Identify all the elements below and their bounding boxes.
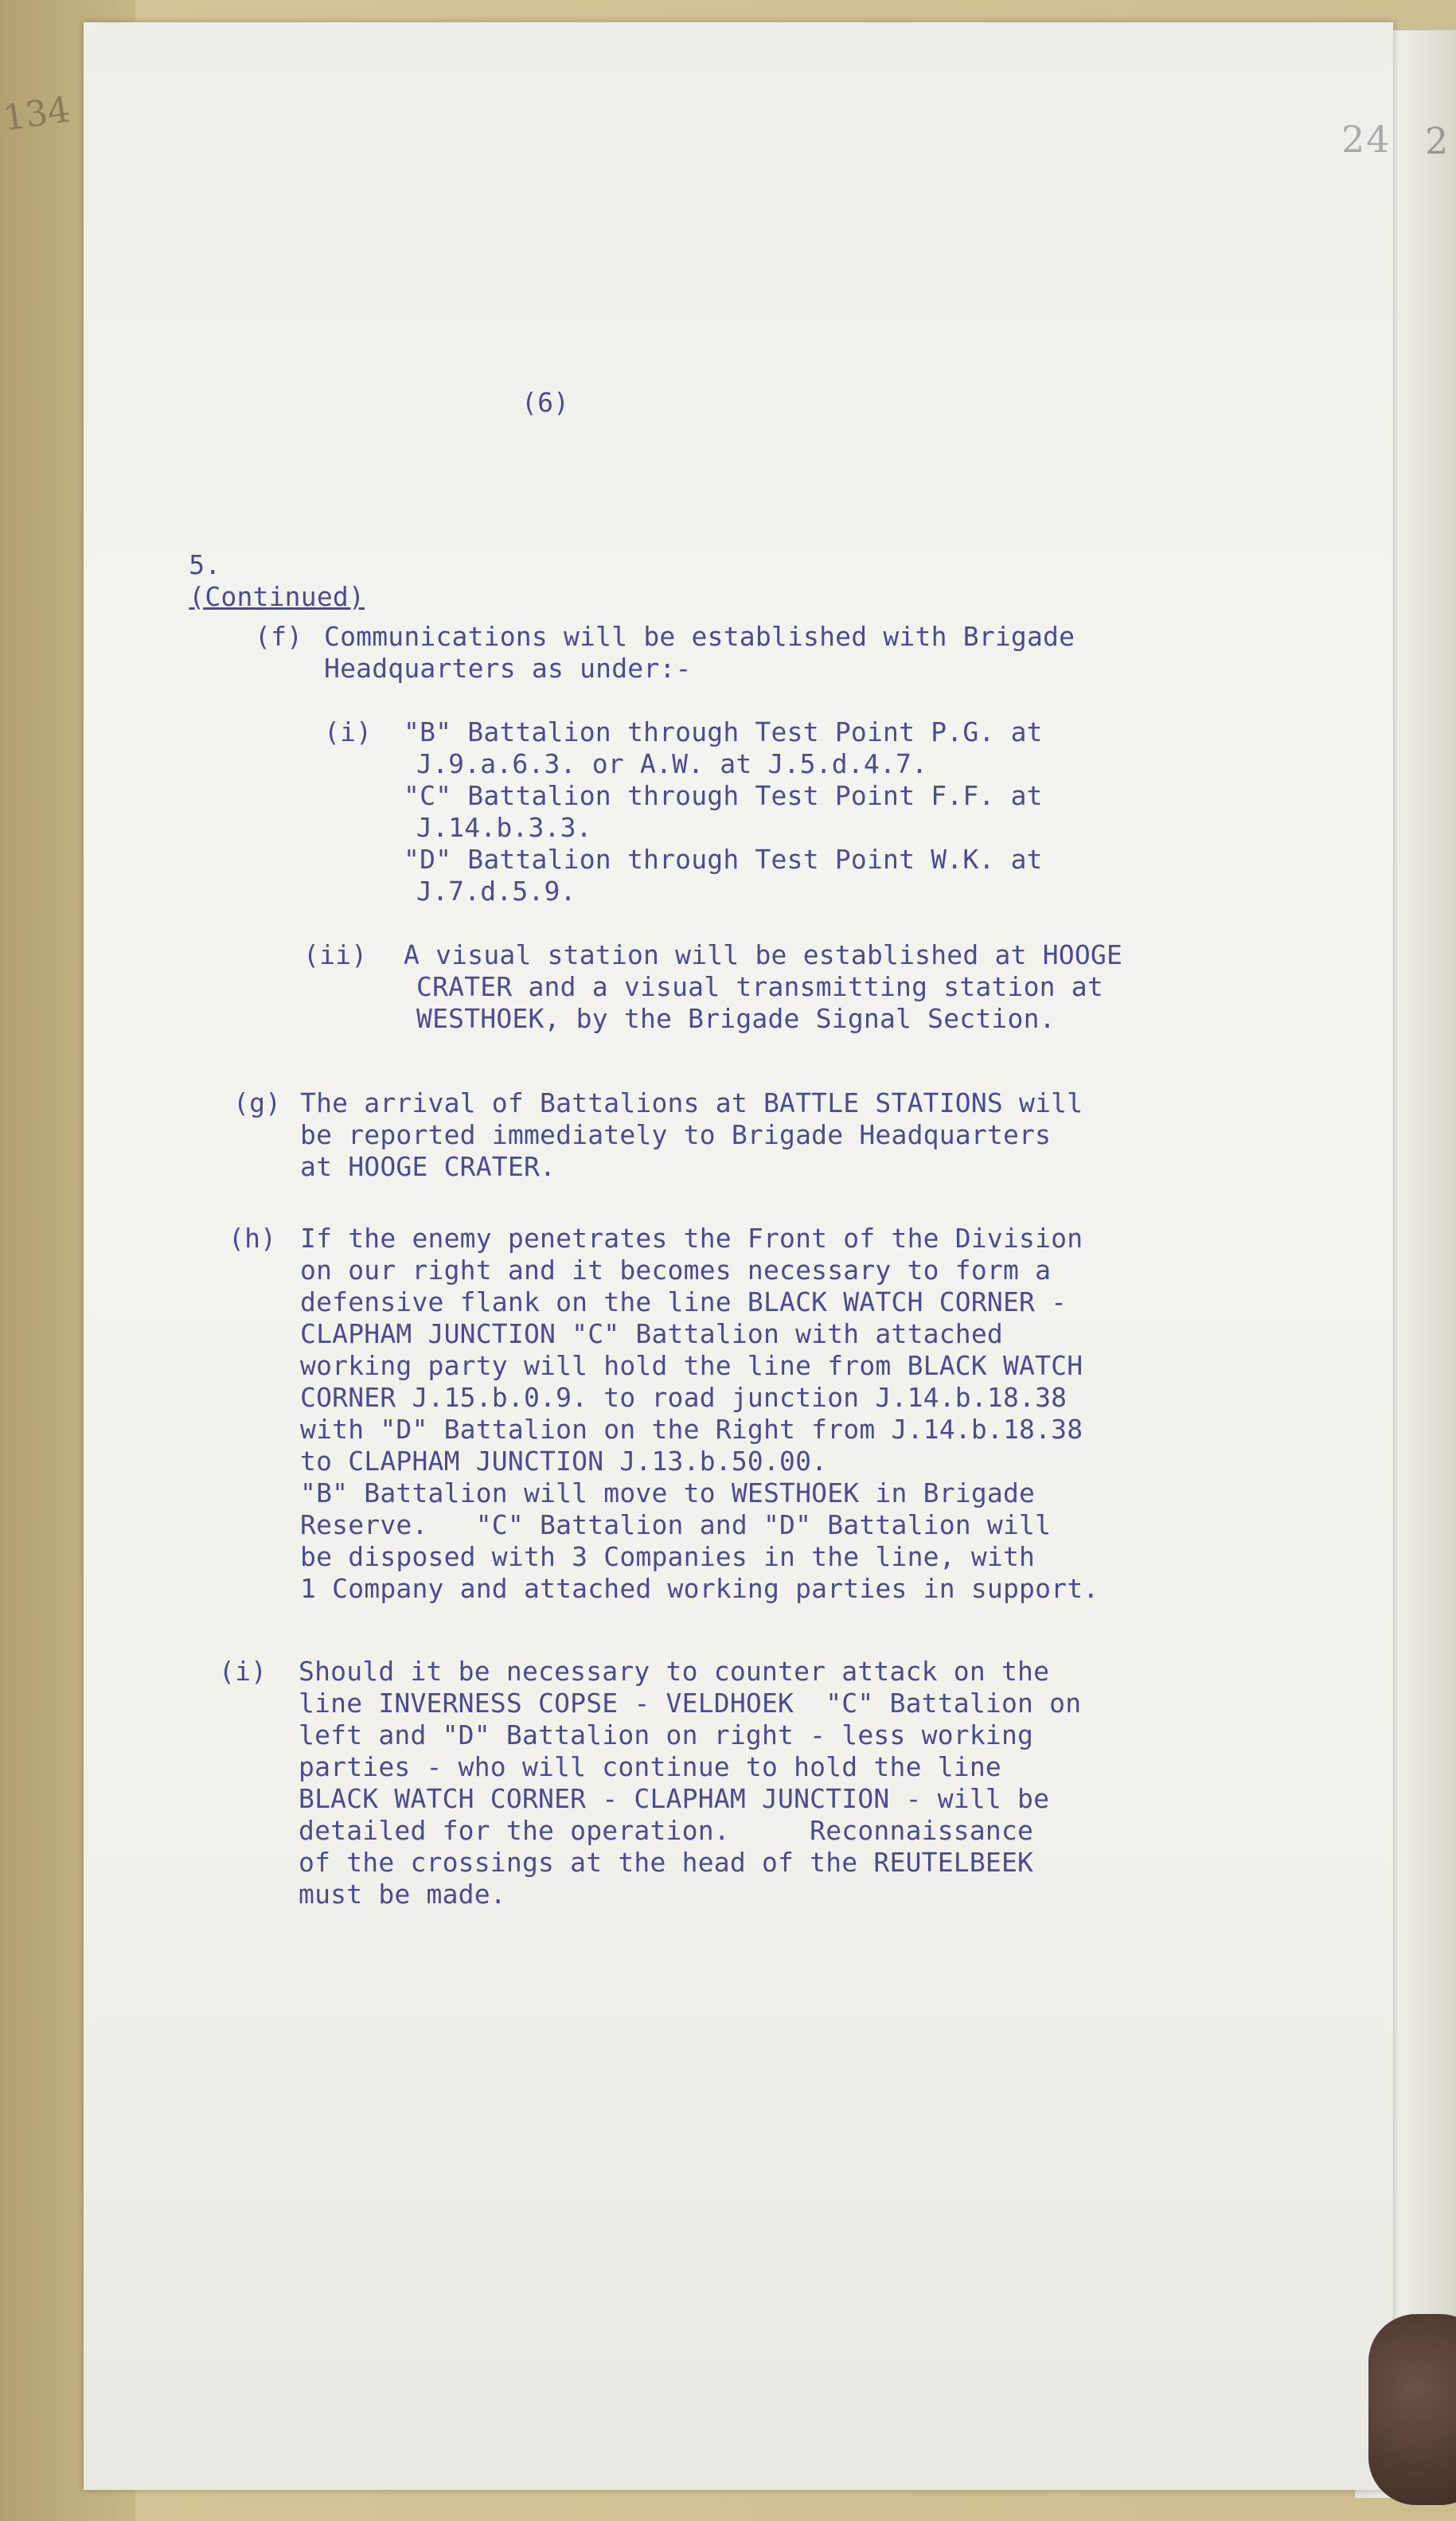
paragraph-line: of the crossings at the head of the REUTELBEEK xyxy=(299,1847,1034,1878)
paragraph-line: parties - who will continue to hold the line xyxy=(299,1751,1001,1782)
paragraph-label: (i) xyxy=(219,1656,267,1687)
paragraph-label: (h) xyxy=(228,1223,277,1254)
paragraph-line: with "D" Battalion on the Right from J.14.b.18.38 xyxy=(300,1414,1083,1445)
paragraph-line: be disposed with 3 Companies in the line, with xyxy=(300,1541,1036,1572)
subitem-line: WESTHOEK, by the Brigade Signal Section. xyxy=(416,1003,1056,1034)
paragraph-line: The arrival of Battalions at BATTLE STATIONS will xyxy=(300,1087,1083,1118)
left-sheet-page-number: 134 xyxy=(0,89,73,139)
paragraph-line: working party will hold the line from BLACK WATCH xyxy=(300,1350,1083,1381)
paragraph-label: (g) xyxy=(233,1087,282,1118)
paragraph-label: (f) xyxy=(255,621,303,652)
subitem-line: A visual station will be established at HOOGE xyxy=(404,939,1123,970)
sheet-number: (6) xyxy=(521,387,570,418)
paragraph-line: CLAPHAM JUNCTION "C" Battalion with attached xyxy=(300,1318,1003,1349)
paragraph-line: CORNER J.15.b.0.9. to road junction J.14.b.18.38 xyxy=(300,1382,1068,1413)
subitem-line: "D" Battalion through Test Point W.K. at xyxy=(404,844,1043,875)
right-sheet-page-number: 2 xyxy=(1425,119,1449,162)
paragraph-line: Communications will be established with Brigade xyxy=(324,621,1075,652)
page-number: 24 xyxy=(1341,118,1392,161)
paragraph-line: to CLAPHAM JUNCTION J.13.b.50.00. xyxy=(300,1446,828,1477)
paragraph-line: Reserve. "C" Battalion and "D" Battalion will xyxy=(300,1509,1052,1540)
paragraph-line: "B" Battalion will move to WESTHOEK in Brigade xyxy=(300,1477,1036,1508)
paragraph-line: Should it be necessary to counter attack on the xyxy=(299,1656,1050,1687)
subitem-line: CRATER and a visual transmitting station at xyxy=(416,971,1103,1002)
paragraph-line: 1 Company and attached working parties in support. xyxy=(300,1573,1099,1604)
subitem-line: J.7.d.5.9. xyxy=(416,876,576,907)
subitem-line: J.9.a.6.3. or A.W. at J.5.d.4.7. xyxy=(416,748,928,779)
subitem-line: "C" Battalion through Test Point F.F. at xyxy=(404,780,1043,811)
paragraph-line: at HOOGE CRATER. xyxy=(300,1151,556,1182)
paragraph-line: must be made. xyxy=(299,1879,506,1910)
paragraph-line: line INVERNESS COPSE - VELDHOEK "C" Battalion on xyxy=(299,1688,1082,1719)
subitem-line: "B" Battalion through Test Point P.G. at xyxy=(404,716,1043,747)
paragraph-line: be reported immediately to Brigade Headquarters xyxy=(300,1119,1052,1150)
paragraph-line: defensive flank on the line BLACK WATCH CORNER - xyxy=(300,1286,1068,1317)
section-number: 5. xyxy=(189,549,221,580)
paragraph-line: detailed for the operation. Reconnaissance xyxy=(299,1815,1034,1846)
subitem-label: (ii) xyxy=(303,939,368,970)
paragraph-line: BLACK WATCH CORNER - CLAPHAM JUNCTION - will be xyxy=(299,1783,1050,1814)
paragraph-line: left and "D" Battalion on right - less working xyxy=(299,1719,1034,1750)
document-page xyxy=(84,22,1393,2490)
paragraph-line: If the enemy penetrates the Front of the Division xyxy=(300,1223,1083,1254)
thumb xyxy=(1368,2314,1456,2505)
section-heading: (Continued) xyxy=(189,581,365,612)
paragraph-line: Headquarters as under:- xyxy=(324,653,692,684)
subitem-line: J.14.b.3.3. xyxy=(416,812,592,843)
subitem-label: (i) xyxy=(324,716,373,747)
paragraph-line: on our right and it becomes necessary to form a xyxy=(300,1255,1052,1286)
